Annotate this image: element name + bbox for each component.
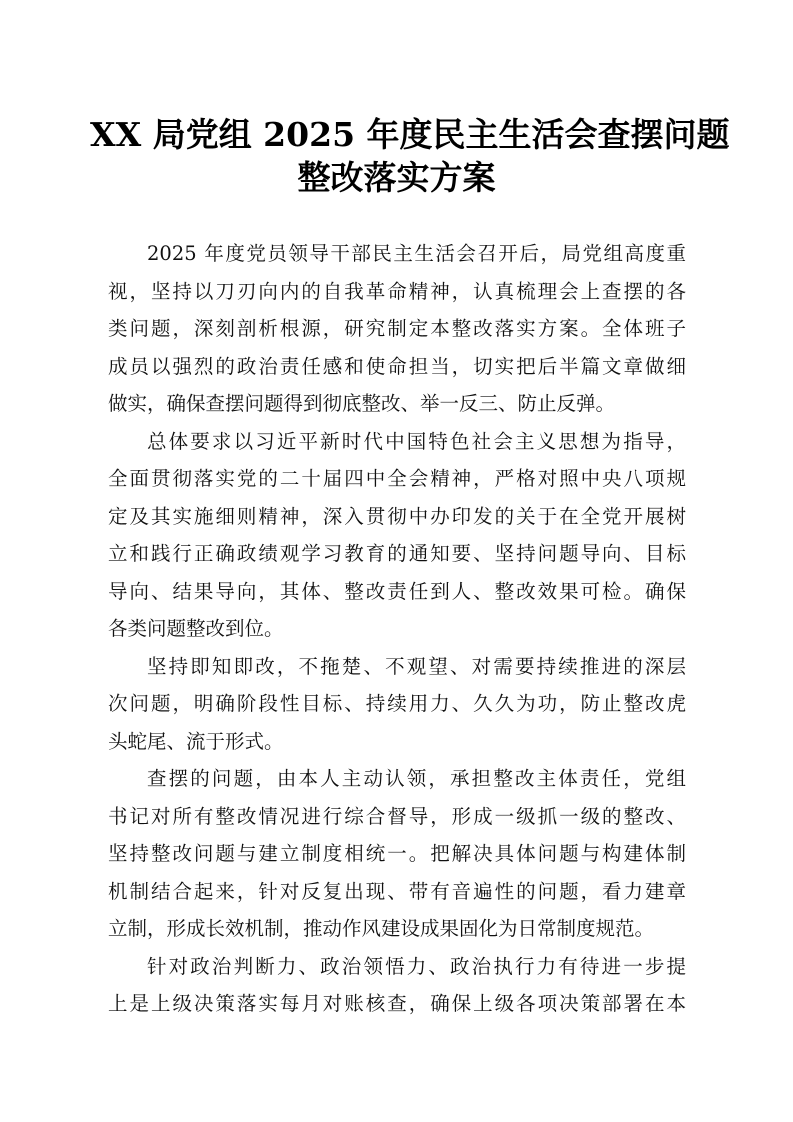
document-title-line-1: XX 局党组 2025 年度民主生活会查摆问题 <box>90 115 730 154</box>
text-line: 查摆的问题，由本人主动认领，承担整改主体责任，党组 <box>147 767 686 790</box>
text-line: 坚持整改问题与建立制度相统一。把解决具体问题与构建体制 <box>108 842 686 865</box>
text-line: 总体要求以习近平新时代中国特色社会主义思想为指导， <box>147 429 686 453</box>
text-line: 次问题，明确阶段性目标、持续用力、久久为功，防止整改虎 <box>108 692 686 715</box>
document-body <box>108 235 686 1023</box>
text-line: 书记对所有整改情况进行综合督导，形成一级抓一级的整改、 <box>108 804 686 828</box>
text-line: 类问题，深刻剖析根源，研究制定本整改落实方案。全体班子 <box>108 317 686 340</box>
text-line: 上是上级决策落实每月对账核查，确保上级各项决策部署在本 <box>108 992 686 1015</box>
text-line: 头蛇尾、流于形式。 <box>108 729 284 753</box>
text-line: 机制结合起来，针对反复出现、带有音遍性的问题，看力建章 <box>108 879 686 903</box>
text-line: 做实，确保查摆问题得到彻底整改、举一反三、防止反弹。 <box>108 392 616 415</box>
text-line: 各类问题整改到位。 <box>108 617 284 640</box>
text-line: 导向、结果导向，其体、整改责任到人、整改效果可检。确保 <box>108 579 686 603</box>
document-title-line-2: 整改落实方案 <box>297 158 496 197</box>
text-line: 立制，形成长效机制，推动作风建设成果固化为日常制度规范。 <box>108 917 655 940</box>
text-line: 视，坚持以刀刃向内的自我革命精神，认真梳理会上查摆的各 <box>108 279 686 303</box>
text-line: 全面贯彻落实党的二十届四中全会精神，严格对照中央八项规 <box>108 467 686 490</box>
text-line: 成员以强烈的政治责任感和使命担当，切实把后半篇文章做细 <box>108 354 686 378</box>
text-line: 定及其实施细则精神，深入贯彻中办印发的关于在全党开展树 <box>108 504 686 528</box>
text-line: 针对政治判断力、政治领悟力、政治执行力有待进一步提 <box>147 954 686 978</box>
text-line: 立和践行正确政绩观学习教育的通知要、坚持问题导向、目标 <box>108 542 686 565</box>
text-line: 坚持即知即改，不拖楚、不观望、对需要持续推进的深层 <box>147 654 686 678</box>
text-line: 2025 年度党员领导干部民主生活会召开后，局党组高度重 <box>147 242 686 265</box>
